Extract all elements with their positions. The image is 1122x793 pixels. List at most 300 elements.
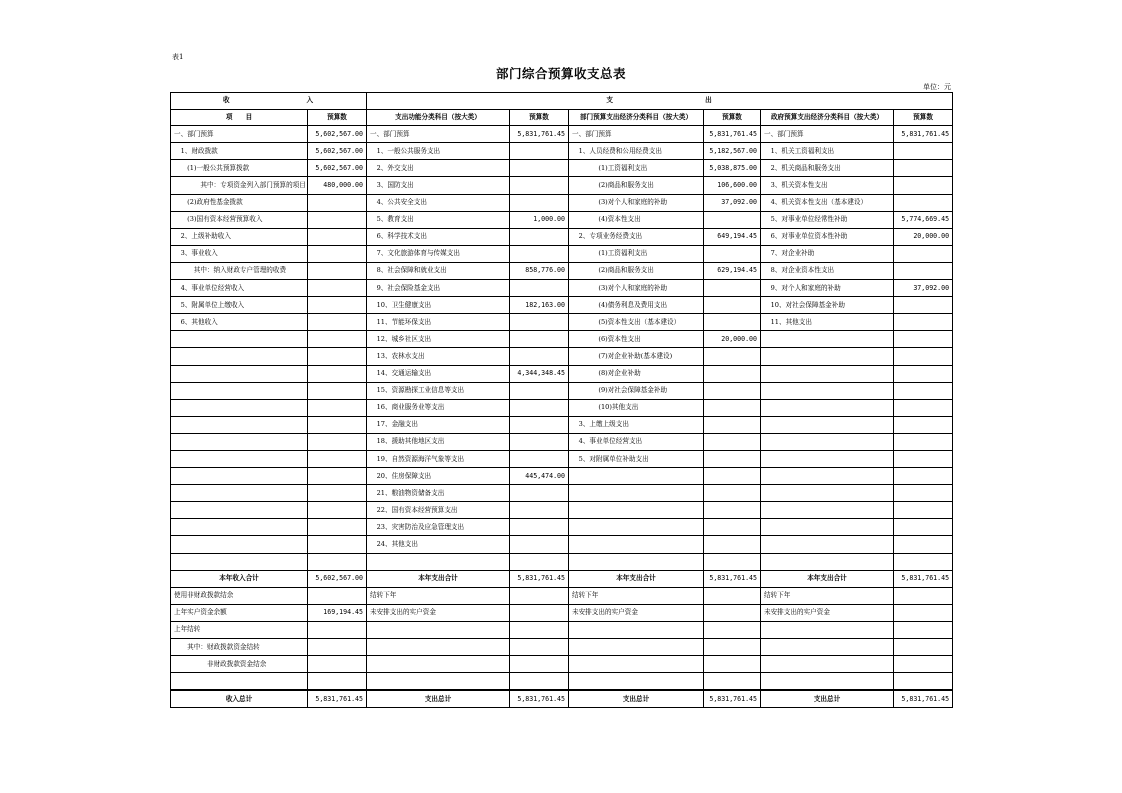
- budget-amount-cell: [510, 536, 569, 553]
- item-cell: (3)对个人和家庭的补助: [569, 280, 704, 297]
- budget-amount-cell: [510, 314, 569, 331]
- budget-amount-cell: [704, 314, 761, 331]
- table-row: [171, 450, 953, 467]
- table-row: [171, 468, 953, 485]
- table-row: [171, 348, 953, 365]
- budget-amount-cell: [308, 314, 367, 331]
- budget-amount-cell: [510, 450, 569, 467]
- budget-amount-cell: [308, 365, 367, 382]
- budget-amount-cell: [894, 348, 953, 365]
- budget-amount-cell: [308, 485, 367, 502]
- item-cell: 使用非财政拨款结余: [171, 587, 308, 604]
- budget-amount-cell: [308, 468, 367, 485]
- table-row: [171, 365, 953, 382]
- item-cell: 未安排支出的实户资金: [569, 604, 704, 621]
- budget-amount-cell: [704, 399, 761, 416]
- income-group-header: 收 入: [171, 93, 367, 110]
- item-cell: 3、机关资本性支出: [761, 177, 894, 194]
- budget-amount-cell: [510, 194, 569, 211]
- empty-cell: [761, 553, 894, 570]
- item-cell: 3、上缴上级支出: [569, 416, 704, 433]
- item-cell: 本年支出合计: [367, 570, 510, 587]
- col-header-budget: 预算数: [510, 109, 569, 126]
- budget-amount-cell: [704, 297, 761, 314]
- item-cell: [171, 382, 308, 399]
- budget-amount-cell: [510, 348, 569, 365]
- table-row: [171, 621, 953, 638]
- item-cell: 1、机关工资福利支出: [761, 143, 894, 160]
- item-cell: [761, 348, 894, 365]
- table-row: [171, 126, 953, 143]
- item-cell: [569, 656, 704, 673]
- item-cell: (6)资本性支出: [569, 331, 704, 348]
- item-cell: [761, 382, 894, 399]
- item-cell: 16、商业服务业等支出: [367, 399, 510, 416]
- item-cell: 未安排支出的实户资金: [367, 604, 510, 621]
- item-cell: 5、附属单位上缴收入: [171, 297, 308, 314]
- item-cell: (4)资本性支出: [569, 211, 704, 228]
- item-cell: (2)政府性基金拨款: [171, 194, 308, 211]
- item-cell: (8)对企业补助: [569, 365, 704, 382]
- col-header-item: 项 目: [171, 109, 308, 126]
- item-cell: (4)债务利息及费用支出: [569, 297, 704, 314]
- empty-cell: [894, 553, 953, 570]
- budget-amount-cell: [308, 639, 367, 656]
- item-cell: [171, 485, 308, 502]
- budget-amount-cell: [704, 587, 761, 604]
- item-cell: 本年收入合计: [171, 570, 308, 587]
- budget-amount-cell: [510, 587, 569, 604]
- item-cell: 7、文化旅游体育与传媒支出: [367, 245, 510, 262]
- budget-amount-cell: [510, 656, 569, 673]
- item-cell: 8、社会保障和就业支出: [367, 262, 510, 279]
- item-cell: 结转下年: [367, 587, 510, 604]
- item-cell: [171, 416, 308, 433]
- budget-amount-cell: [894, 656, 953, 673]
- item-cell: 8、对企业资本性支出: [761, 262, 894, 279]
- budget-amount-cell: [704, 502, 761, 519]
- budget-amount-cell: [510, 639, 569, 656]
- item-cell: [367, 621, 510, 638]
- item-cell: [569, 519, 704, 536]
- budget-amount-cell: [894, 639, 953, 656]
- item-cell: 1、一般公共服务支出: [367, 143, 510, 160]
- budget-amount-cell: [308, 245, 367, 262]
- budget-amount-cell: 445,474.00: [510, 468, 569, 485]
- item-cell: [761, 468, 894, 485]
- table-number: 表1: [172, 53, 184, 61]
- blank-row: [171, 673, 953, 691]
- item-cell: (9)对社会保障基金补助: [569, 382, 704, 399]
- budget-amount-cell: [894, 468, 953, 485]
- item-cell: 6、其他收入: [171, 314, 308, 331]
- budget-amount-cell: [704, 468, 761, 485]
- budget-amount-cell: [894, 502, 953, 519]
- budget-amount-cell: [894, 382, 953, 399]
- item-cell: 5、对附属单位补助支出: [569, 450, 704, 467]
- budget-amount-cell: [704, 365, 761, 382]
- item-cell: 13、农林水支出: [367, 348, 510, 365]
- item-cell: [171, 331, 308, 348]
- item-cell: [761, 399, 894, 416]
- item-cell: 其中：专项资金列入部门预算的项目: [171, 177, 308, 194]
- item-cell: 5、教育支出: [367, 211, 510, 228]
- table-row: [171, 536, 953, 553]
- budget-amount-cell: [894, 245, 953, 262]
- budget-amount-cell: [308, 262, 367, 279]
- table-row: [171, 604, 953, 621]
- item-cell: [569, 639, 704, 656]
- table-row: [171, 416, 953, 433]
- item-cell: (2)商品和服务支出: [569, 262, 704, 279]
- item-cell: [761, 450, 894, 467]
- budget-amount-cell: [308, 382, 367, 399]
- item-cell: 本年支出合计: [569, 570, 704, 587]
- budget-amount-cell: [308, 194, 367, 211]
- budget-amount-cell: [704, 485, 761, 502]
- budget-amount-cell: [510, 331, 569, 348]
- item-cell: 2、外交支出: [367, 160, 510, 177]
- item-cell: [569, 468, 704, 485]
- item-cell: 支出总计: [761, 690, 894, 708]
- item-cell: 上年结转: [171, 621, 308, 638]
- table-row: [171, 331, 953, 348]
- item-cell: 24、其他支出: [367, 536, 510, 553]
- budget-amount-cell: [510, 604, 569, 621]
- item-cell: [761, 621, 894, 638]
- item-cell: [171, 399, 308, 416]
- budget-amount-cell: [894, 399, 953, 416]
- empty-cell: [569, 673, 704, 691]
- table-row: [171, 382, 953, 399]
- budget-amount-cell: [510, 433, 569, 450]
- budget-amount-cell: [894, 143, 953, 160]
- budget-amount-cell: 5,831,761.45: [704, 126, 761, 143]
- item-cell: [171, 519, 308, 536]
- col-header-econ-gov: 政府预算支出经济分类科目（按大类）: [761, 109, 894, 126]
- budget-amount-cell: [510, 621, 569, 638]
- budget-amount-cell: 20,000.00: [894, 228, 953, 245]
- budget-amount-cell: [308, 502, 367, 519]
- item-cell: (5)资本性支出（基本建设）: [569, 314, 704, 331]
- item-cell: (1)工资福利支出: [569, 245, 704, 262]
- group-header-row: [171, 93, 953, 110]
- budget-amount-cell: [510, 143, 569, 160]
- column-header-row: [171, 109, 953, 126]
- budget-amount-cell: 5,182,567.00: [704, 143, 761, 160]
- budget-summary-table: [170, 92, 953, 708]
- item-cell: 9、对个人和家庭的补助: [761, 280, 894, 297]
- budget-amount-cell: 5,831,761.45: [894, 126, 953, 143]
- budget-amount-cell: [704, 450, 761, 467]
- empty-cell: [704, 553, 761, 570]
- budget-amount-cell: 5,831,761.45: [308, 690, 367, 708]
- budget-amount-cell: [704, 433, 761, 450]
- budget-amount-cell: [704, 280, 761, 297]
- item-cell: [171, 536, 308, 553]
- empty-cell: [569, 553, 704, 570]
- budget-amount-cell: [704, 416, 761, 433]
- item-cell: 2、专项业务经费支出: [569, 228, 704, 245]
- item-cell: 6、科学技术支出: [367, 228, 510, 245]
- item-cell: 23、灾害防治及应急管理支出: [367, 519, 510, 536]
- item-cell: (7)对企业补助(基本建设): [569, 348, 704, 365]
- item-cell: 本年支出合计: [761, 570, 894, 587]
- empty-cell: [367, 553, 510, 570]
- table-row: [171, 143, 953, 160]
- budget-amount-cell: 5,038,875.00: [704, 160, 761, 177]
- budget-amount-cell: [704, 382, 761, 399]
- budget-amount-cell: [308, 416, 367, 433]
- budget-amount-cell: 5,602,567.00: [308, 143, 367, 160]
- page-title: 部门综合预算收支总表: [495, 66, 626, 81]
- budget-amount-cell: 5,831,761.45: [894, 570, 953, 587]
- budget-amount-cell: [704, 245, 761, 262]
- budget-amount-cell: 37,092.00: [894, 280, 953, 297]
- item-cell: [569, 621, 704, 638]
- item-cell: 10、卫生健康支出: [367, 297, 510, 314]
- budget-amount-cell: [308, 433, 367, 450]
- budget-amount-cell: 5,831,761.45: [704, 690, 761, 708]
- item-cell: 5、对事业单位经常性补助: [761, 211, 894, 228]
- empty-cell: [308, 673, 367, 691]
- item-cell: 12、城乡社区支出: [367, 331, 510, 348]
- budget-amount-cell: [510, 160, 569, 177]
- budget-amount-cell: 5,602,567.00: [308, 570, 367, 587]
- budget-amount-cell: [308, 587, 367, 604]
- budget-amount-cell: [308, 228, 367, 245]
- item-cell: [171, 433, 308, 450]
- item-cell: [761, 433, 894, 450]
- empty-cell: [704, 673, 761, 691]
- table-row: [171, 639, 953, 656]
- item-cell: 20、住房保障支出: [367, 468, 510, 485]
- budget-amount-cell: 5,831,761.45: [510, 126, 569, 143]
- budget-amount-cell: [894, 587, 953, 604]
- budget-amount-cell: [510, 280, 569, 297]
- budget-amount-cell: [704, 656, 761, 673]
- item-cell: (3)对个人和家庭的补助: [569, 194, 704, 211]
- table-row: [171, 211, 953, 228]
- item-cell: 15、资源勘探工业信息等支出: [367, 382, 510, 399]
- budget-amount-cell: [510, 519, 569, 536]
- item-cell: 支出总计: [367, 690, 510, 708]
- item-cell: 6、对事业单位资本性补助: [761, 228, 894, 245]
- budget-amount-cell: 20,000.00: [704, 331, 761, 348]
- budget-amount-cell: [704, 519, 761, 536]
- item-cell: 其中：纳入财政专户管理的收费: [171, 262, 308, 279]
- item-cell: [367, 656, 510, 673]
- item-cell: [761, 416, 894, 433]
- budget-amount-cell: [308, 297, 367, 314]
- budget-amount-cell: 5,831,761.45: [894, 690, 953, 708]
- item-cell: 结转下年: [569, 587, 704, 604]
- item-cell: [569, 536, 704, 553]
- item-cell: 上年实户资金余额: [171, 604, 308, 621]
- item-cell: [761, 519, 894, 536]
- budget-amount-cell: [510, 399, 569, 416]
- item-cell: 4、事业单位经营支出: [569, 433, 704, 450]
- table-row: [171, 245, 953, 262]
- table-row: [171, 177, 953, 194]
- item-cell: 未安排支出的实户资金: [761, 604, 894, 621]
- budget-amount-cell: 480,000.00: [308, 177, 367, 194]
- empty-cell: [510, 673, 569, 691]
- budget-amount-cell: [894, 297, 953, 314]
- item-cell: [761, 365, 894, 382]
- budget-amount-cell: 629,194.45: [704, 262, 761, 279]
- item-cell: (10)其他支出: [569, 399, 704, 416]
- table-row: [171, 519, 953, 536]
- budget-amount-cell: [894, 621, 953, 638]
- budget-amount-cell: 4,344,348.45: [510, 365, 569, 382]
- budget-amount-cell: [704, 621, 761, 638]
- item-cell: [171, 450, 308, 467]
- item-cell: 2、上级补助收入: [171, 228, 308, 245]
- budget-amount-cell: [894, 536, 953, 553]
- item-cell: [761, 639, 894, 656]
- subtotal-row: [171, 570, 953, 587]
- item-cell: 一、部门预算: [171, 126, 308, 143]
- item-cell: 18、援助其他地区支出: [367, 433, 510, 450]
- empty-cell: [171, 673, 308, 691]
- item-cell: 1、财政拨款: [171, 143, 308, 160]
- budget-amount-cell: [894, 314, 953, 331]
- empty-cell: [171, 553, 308, 570]
- item-cell: [761, 502, 894, 519]
- budget-amount-cell: 182,163.00: [510, 297, 569, 314]
- item-cell: [171, 502, 308, 519]
- budget-amount-cell: [510, 382, 569, 399]
- budget-amount-cell: [510, 416, 569, 433]
- budget-amount-cell: 5,602,567.00: [308, 160, 367, 177]
- item-cell: 4、机关资本性支出（基本建设）: [761, 194, 894, 211]
- table-row: [171, 262, 953, 279]
- item-cell: 3、事业收入: [171, 245, 308, 262]
- budget-amount-cell: [704, 639, 761, 656]
- col-header-budget: 预算数: [308, 109, 367, 126]
- item-cell: [171, 468, 308, 485]
- item-cell: 19、自然资源海洋气象等支出: [367, 450, 510, 467]
- budget-amount-cell: 5,831,761.45: [510, 690, 569, 708]
- item-cell: 支出总计: [569, 690, 704, 708]
- budget-amount-cell: [894, 177, 953, 194]
- budget-amount-cell: [894, 365, 953, 382]
- item-cell: 22、国有资本经营预算支出: [367, 502, 510, 519]
- budget-amount-cell: 5,602,567.00: [308, 126, 367, 143]
- budget-amount-cell: [894, 194, 953, 211]
- budget-amount-cell: 169,194.45: [308, 604, 367, 621]
- item-cell: 一、部门预算: [569, 126, 704, 143]
- budget-amount-cell: [308, 656, 367, 673]
- item-cell: 一、部门预算: [367, 126, 510, 143]
- item-cell: (1)工资福利支出: [569, 160, 704, 177]
- budget-amount-cell: [308, 536, 367, 553]
- item-cell: 9、社会保险基金支出: [367, 280, 510, 297]
- budget-amount-cell: [308, 450, 367, 467]
- item-cell: 其中：财政拨款资金结转: [171, 639, 308, 656]
- empty-cell: [894, 673, 953, 691]
- budget-amount-cell: [894, 519, 953, 536]
- budget-amount-cell: [510, 485, 569, 502]
- item-cell: [569, 485, 704, 502]
- item-cell: 3、国防支出: [367, 177, 510, 194]
- col-header-budget: 预算数: [704, 109, 761, 126]
- budget-amount-cell: 649,194.45: [704, 228, 761, 245]
- col-header-budget: 预算数: [894, 109, 953, 126]
- table-row: [171, 485, 953, 502]
- budget-amount-cell: [510, 502, 569, 519]
- item-cell: [761, 656, 894, 673]
- table-row: [171, 160, 953, 177]
- budget-amount-cell: [894, 160, 953, 177]
- item-cell: [761, 485, 894, 502]
- budget-amount-cell: [308, 331, 367, 348]
- budget-amount-cell: [894, 416, 953, 433]
- budget-amount-cell: [894, 450, 953, 467]
- item-cell: 非财政拨款资金结余: [171, 656, 308, 673]
- item-cell: 一、部门预算: [761, 126, 894, 143]
- item-cell: (1)一般公共预算拨款: [171, 160, 308, 177]
- budget-amount-cell: 37,092.00: [704, 194, 761, 211]
- item-cell: (2)商品和服务支出: [569, 177, 704, 194]
- item-cell: [569, 502, 704, 519]
- empty-cell: [761, 673, 894, 691]
- budget-amount-cell: [704, 604, 761, 621]
- budget-amount-cell: [704, 536, 761, 553]
- budget-amount-cell: [894, 262, 953, 279]
- budget-amount-cell: [894, 604, 953, 621]
- item-cell: [367, 639, 510, 656]
- item-cell: 11、其他支出: [761, 314, 894, 331]
- budget-amount-cell: [704, 211, 761, 228]
- table-row: [171, 280, 953, 297]
- item-cell: (3)国有资本经营预算收入: [171, 211, 308, 228]
- budget-amount-cell: [894, 485, 953, 502]
- table-row: [171, 194, 953, 211]
- item-cell: 17、金融支出: [367, 416, 510, 433]
- item-cell: [171, 348, 308, 365]
- budget-amount-cell: 106,600.00: [704, 177, 761, 194]
- budget-amount-cell: 5,831,761.45: [510, 570, 569, 587]
- budget-amount-cell: [308, 399, 367, 416]
- item-cell: 4、事业单位经营收入: [171, 280, 308, 297]
- table-row: [171, 433, 953, 450]
- budget-amount-cell: [308, 621, 367, 638]
- budget-amount-cell: [308, 519, 367, 536]
- col-header-func: 支出功能分类科目（按大类）: [367, 109, 510, 126]
- budget-amount-cell: [510, 245, 569, 262]
- budget-amount-cell: 5,831,761.45: [704, 570, 761, 587]
- item-cell: 10、对社会保障基金补助: [761, 297, 894, 314]
- budget-amount-cell: [894, 331, 953, 348]
- item-cell: 4、公共安全支出: [367, 194, 510, 211]
- table-row: [171, 656, 953, 673]
- item-cell: 11、节能环保支出: [367, 314, 510, 331]
- budget-amount-cell: [308, 348, 367, 365]
- item-cell: 2、机关商品和服务支出: [761, 160, 894, 177]
- item-cell: 21、粮油物资储备支出: [367, 485, 510, 502]
- budget-amount-cell: [704, 348, 761, 365]
- budget-amount-cell: [510, 228, 569, 245]
- col-header-econ-dept: 部门预算支出经济分类科目（按大类）: [569, 109, 704, 126]
- budget-amount-cell: [510, 177, 569, 194]
- table-row: [171, 587, 953, 604]
- empty-cell: [510, 553, 569, 570]
- item-cell: 7、对企业补助: [761, 245, 894, 262]
- budget-amount-cell: [894, 433, 953, 450]
- blank-row: [171, 553, 953, 570]
